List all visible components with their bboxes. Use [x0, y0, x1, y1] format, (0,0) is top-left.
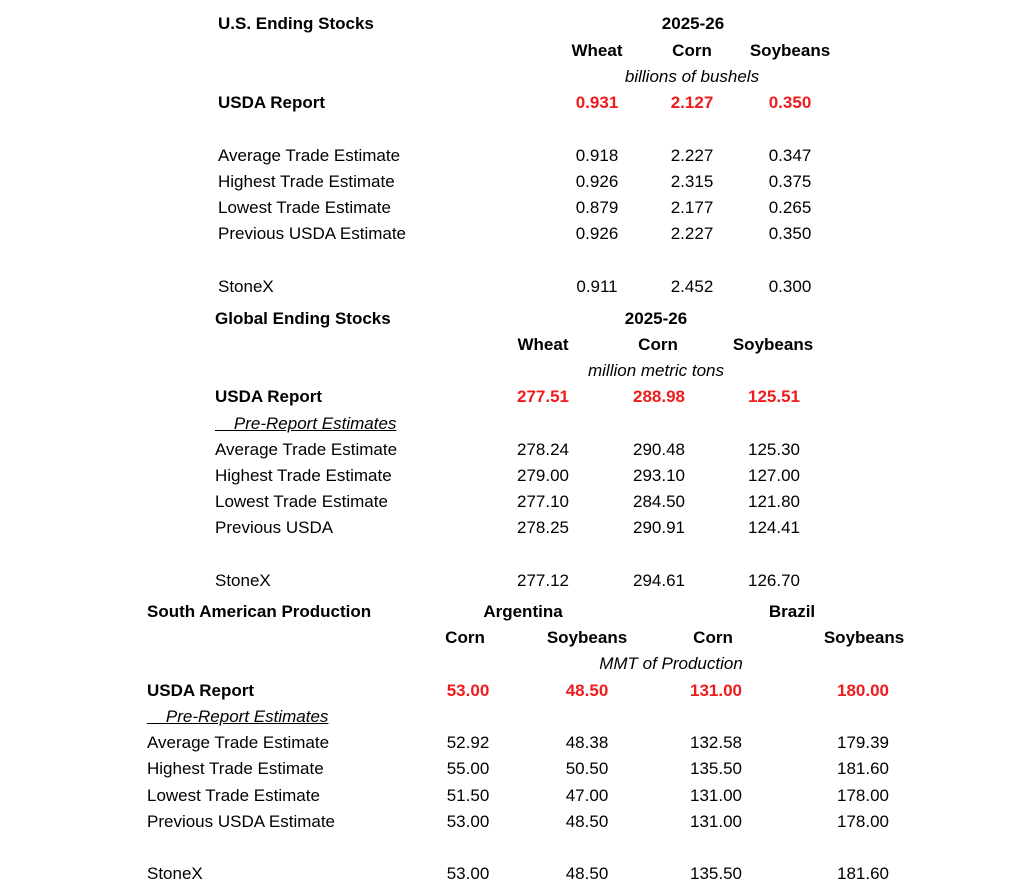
us-row-value: 0.926	[575, 172, 619, 191]
us-col-corn: Corn	[672, 41, 712, 60]
sa-col-header: Corn	[445, 628, 485, 647]
us-row-value: 0.350	[768, 224, 812, 243]
us-row-label: Average Trade Estimate	[218, 146, 401, 165]
sa-row-value: 47.00	[565, 786, 609, 805]
global-row-value: 284.50	[633, 492, 685, 511]
global-stonex-value: 277.12	[517, 571, 569, 590]
us-row-value: 2.315	[670, 172, 714, 191]
sa-stonex-label: StoneX	[147, 864, 203, 883]
us-row-value: 2.227	[670, 146, 714, 165]
sa-row-value: 178.00	[837, 786, 889, 805]
sa-row-label: Previous USDA Estimate	[147, 812, 336, 831]
sa-country-argentina: Argentina	[483, 602, 563, 621]
global-row-value: 127.00	[748, 466, 800, 485]
sa-row-value: 181.60	[837, 759, 889, 778]
us-col-wheat: Wheat	[571, 41, 623, 60]
sa-row-value: 135.50	[690, 759, 742, 778]
global-stonex-value: 126.70	[748, 571, 800, 590]
sa-row-value: 51.50	[446, 786, 490, 805]
us-row-value: 2.177	[670, 198, 714, 217]
global-title: Global Ending Stocks	[215, 309, 391, 328]
us-row-label: Lowest Trade Estimate	[218, 198, 391, 217]
sa-usda-value: 53.00	[446, 681, 490, 700]
global-col-soybeans: Soybeans	[732, 335, 814, 354]
sa-pre-report-heading: Pre-Report Estimates	[165, 707, 329, 726]
sa-row-value: 179.39	[837, 733, 889, 752]
sa-country-brazil: Brazil	[768, 602, 816, 621]
us-row-value: 0.918	[575, 146, 619, 165]
us-row-value: 0.879	[575, 198, 619, 217]
sa-row-value: 132.58	[690, 733, 742, 752]
us-usda-corn: 2.127	[670, 93, 714, 112]
global-row-label: Lowest Trade Estimate	[215, 492, 388, 511]
us-title: U.S. Ending Stocks	[218, 14, 374, 33]
global-row-value: 125.30	[748, 440, 800, 459]
global-row-value: 293.10	[633, 466, 685, 485]
us-stonex-value: 2.452	[670, 277, 714, 296]
sa-unit: MMT of Production	[599, 654, 743, 673]
sa-stonex-value: 48.50	[565, 864, 609, 883]
sa-usda-label: USDA Report	[147, 681, 255, 700]
global-col-corn: Corn	[638, 335, 678, 354]
us-unit: billions of bushels	[624, 67, 760, 86]
sa-row-label: Lowest Trade Estimate	[147, 786, 320, 805]
global-unit: million metric tons	[587, 361, 725, 380]
sa-title: South American Production	[147, 602, 372, 621]
sa-usda-value: 131.00	[690, 681, 742, 700]
global-row-value: 279.00	[517, 466, 569, 485]
sa-row-value: 50.50	[565, 759, 609, 778]
global-row-label: Average Trade Estimate	[215, 440, 398, 459]
us-row-value: 0.265	[768, 198, 812, 217]
global-pre-report-heading: Pre-Report Estimates	[233, 414, 397, 433]
us-stonex-value: 0.911	[576, 277, 618, 296]
us-row-label: Previous USDA Estimate	[218, 224, 407, 243]
global-usda-soybeans: 125.51	[748, 387, 800, 406]
us-year: 2025-26	[661, 14, 725, 33]
sa-row-value: 53.00	[446, 812, 490, 831]
us-row-value: 0.375	[768, 172, 812, 191]
sa-col-header: Soybeans	[546, 628, 628, 647]
global-row-value: 121.80	[748, 492, 800, 511]
us-usda-soybeans: 0.350	[768, 93, 812, 112]
sa-row-value: 131.00	[690, 786, 742, 805]
global-usda-wheat: 277.51	[517, 387, 569, 406]
global-row-value: 278.25	[517, 518, 569, 537]
sa-row-value: 48.50	[565, 812, 609, 831]
sa-usda-value: 180.00	[837, 681, 889, 700]
global-row-value: 277.10	[517, 492, 569, 511]
us-row-value: 0.347	[768, 146, 812, 165]
global-col-wheat: Wheat	[517, 335, 569, 354]
sa-usda-value: 48.50	[565, 681, 609, 700]
global-row-label: Highest Trade Estimate	[215, 466, 392, 485]
global-stonex-label: StoneX	[215, 571, 271, 590]
global-year: 2025-26	[624, 309, 688, 328]
global-usda-corn: 288.98	[633, 387, 685, 406]
us-stonex-label: StoneX	[218, 277, 274, 296]
us-row-value: 0.926	[575, 224, 619, 243]
sa-row-label: Average Trade Estimate	[147, 733, 330, 752]
global-row-value: 278.24	[517, 440, 569, 459]
global-row-label: Previous USDA	[215, 518, 334, 537]
us-row-label: Highest Trade Estimate	[218, 172, 395, 191]
global-stonex-value: 294.61	[633, 571, 685, 590]
sa-stonex-value: 181.60	[837, 864, 889, 883]
sa-row-label: Highest Trade Estimate	[147, 759, 324, 778]
us-usda-wheat: 0.931	[575, 93, 619, 112]
global-row-value: 124.41	[748, 518, 800, 537]
sa-row-value: 48.38	[565, 733, 609, 752]
sa-row-value: 52.92	[446, 733, 490, 752]
sa-row-value: 55.00	[446, 759, 490, 778]
us-usda-label: USDA Report	[218, 93, 326, 112]
sa-col-header: Soybeans	[823, 628, 905, 647]
us-stonex-value: 0.300	[768, 277, 812, 296]
sa-stonex-value: 53.00	[446, 864, 490, 883]
us-col-soybeans: Soybeans	[749, 41, 831, 60]
sa-stonex-value: 135.50	[690, 864, 742, 883]
us-row-value: 2.227	[670, 224, 714, 243]
global-usda-label: USDA Report	[215, 387, 323, 406]
sa-row-value: 131.00	[690, 812, 742, 831]
global-row-value: 290.48	[633, 440, 685, 459]
sa-row-value: 178.00	[837, 812, 889, 831]
global-row-value: 290.91	[633, 518, 685, 537]
sa-col-header: Corn	[693, 628, 733, 647]
